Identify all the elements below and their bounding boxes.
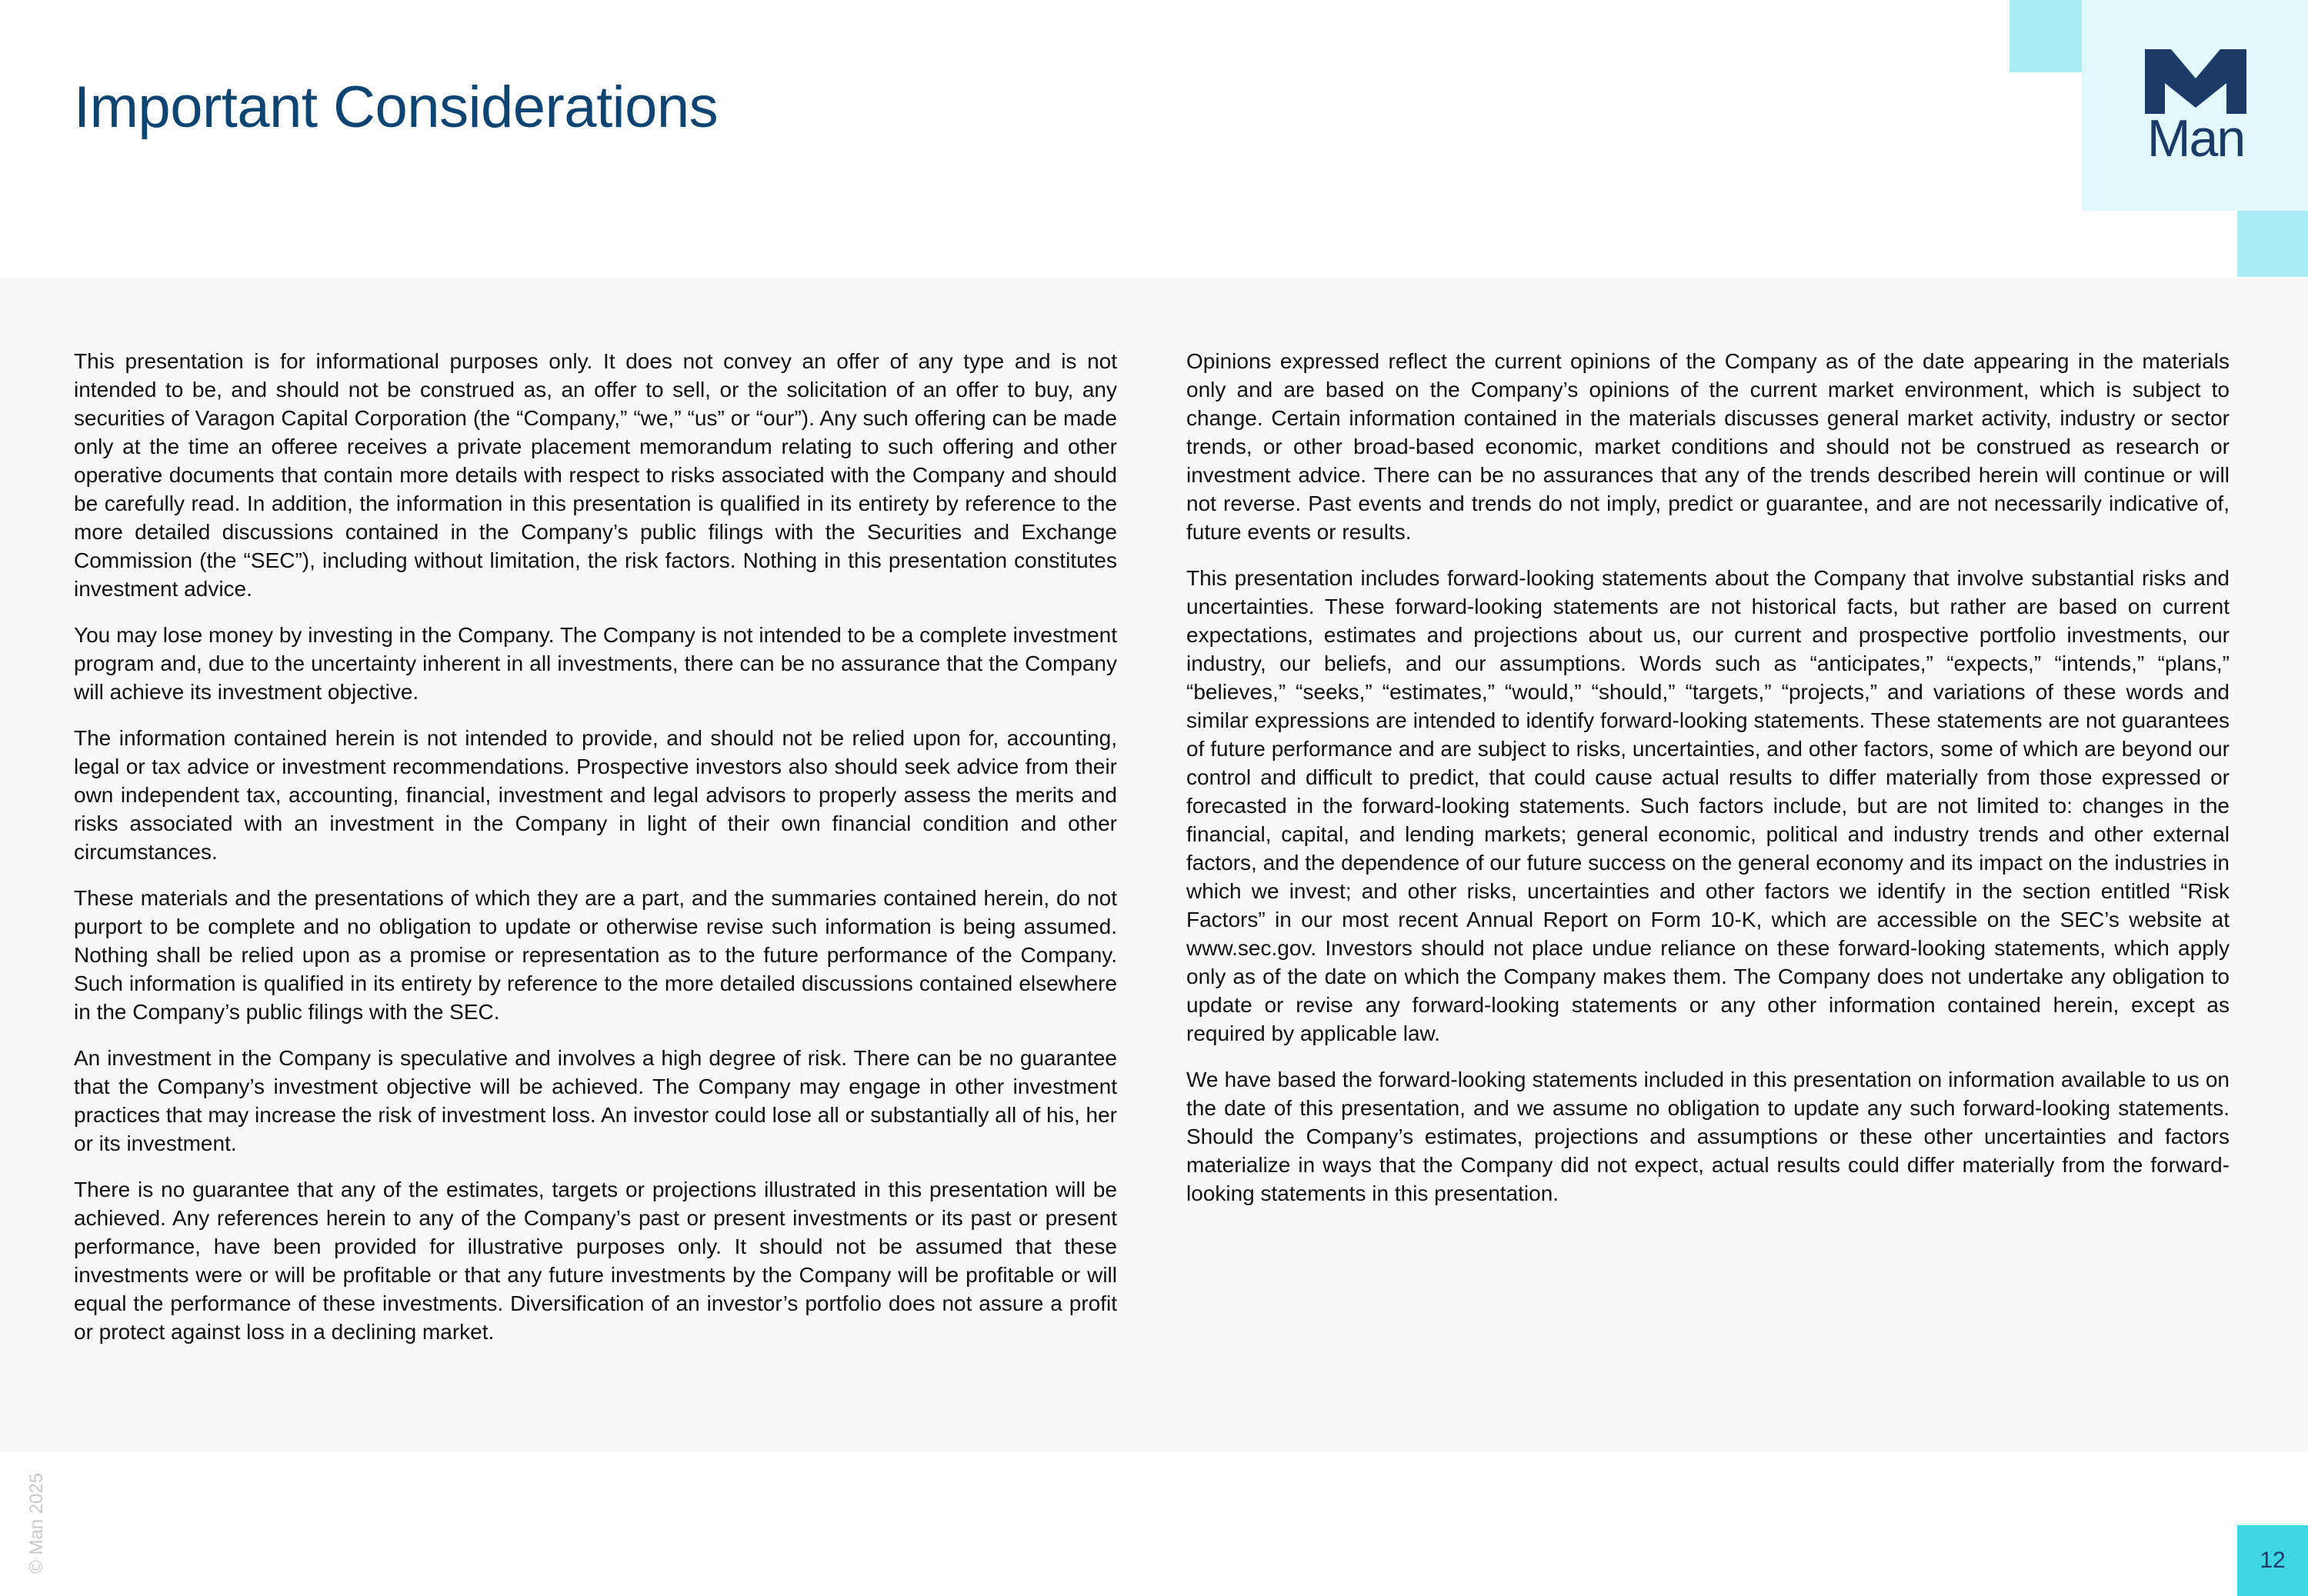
- paragraph: These materials and the presentations of which they are a part, and the summaries contained herein, do not purport to be complete and no obligation to update or otherwise revise such information is being assumed. Nothing shall be relied upon as a promise or representation as to the future performance of the Company. Such information is qualified in its entirety by reference to the more detailed discussions contained elsewhere in the Company’s public filings with the SEC.: [74, 886, 1117, 1024]
- paragraph: We have based the forward-looking statements included in this presentation on information available to us on the date of this presentation, and we assume no obligation to update any such forward-looking statements. Should the Company’s estimates, projections and assumptions or these other uncertainties and factors materialize in ways that the Company did not expect, actual results could differ materially from the forward-looking statements in this presentation.: [1186, 1068, 2230, 1205]
- left-column: [74, 347, 1117, 1364]
- paragraph: Opinions expressed reflect the current opinions of the Company as of the date appearing in the materials only and are based on the Company’s opinions of the current market environment, which is subject to change. Certain information contained in the materials discusses general market activity, industry or sector trends, or other broad-based economic, market conditions and should not be construed as research or investment advice. There can be no assurances that any of the trends described herein will continue or will not reverse. Past events and trends do not imply, predict or guarantee, and are not necessarily indicative of, future events or results.: [1186, 349, 2230, 544]
- paragraph: This presentation includes forward-looking statements about the Company that involve substantial risks and uncertainties. These forward-looking statements are not historical facts, but rather are based on current expectations, estimates and projections about us, our current and prospective portfolio investments, our industry, our beliefs, and our assumptions. Words such as “anticipates,” “expects,” “intends,” “plans,” “believes,” “seeks,” “estimates,” “would,” “should,” “targets,” “projects,” and variations of these words and similar expressions are intended to identify forward-looking statements. These statements are not guarantees of future performance and are subject to risks, uncertainties, and other factors, some of which are beyond our control and difficult to predict, that could cause actual results to differ materially from those expressed or forecasted in the forward-looking statements. Such factors include, but are not limited to: changes in the financial, capital, and lending markets; general economic, political and industry trends and other external factors, and the dependence of our future success on the general economy and its impact on the industries in which we invest; and other risks, uncertainties and other factors we identify in the section entitled “Risk Factors” in our most recent Annual Report on Form 10-K, which are accessible on the SEC’s website at www.sec.gov. Investors should not place undue reliance on these forward-looking statements, which apply only as of the date on which the Company makes them. The Company does not undertake any obligation to update or revise any forward-looking statements or any other information contained herein, except as required by applicable law.: [1186, 566, 2230, 1045]
- paragraph: This presentation is for informational purposes only. It does not convey an offer of any type and is not intended to be, and should not be construed as, an offer to sell, or the solicitation of an offer to buy, any securities of Varagon Capital Corporation (the “Company,” “we,” “us” or “our”). Any such offering can be made only at the time an offeree receives a private placement memorandum relating to such offering and other operative documents that contain more details with respect to risks associated with the Company and should be carefully read. In addition, the information in this presentation is qualified in its entirety by reference to the more detailed discussions contained in the Company’s public filings with the Securities and Exchange Commission (the “SEC”), including without limitation, the risk factors. Nothing in this presentation constitutes investment advice.: [74, 349, 1117, 601]
- logo-wordmark: Man: [2146, 109, 2245, 168]
- copyright-notice: © Man 2025: [26, 1472, 47, 1574]
- paragraph: There is no guarantee that any of the estimates, targets or projections illustrated in this presentation will be achieved. Any references herein to any of the Company’s past or present investments or its past or present performance, have been provided for illustrative purposes only. It should not be assumed that these investments were or will be profitable or that any future investments by the Company will be profitable or will equal the performance of these investments. Diversification of an investor’s portfolio does not assure a profit or protect against loss in a declining market.: [74, 1178, 1117, 1344]
- paragraph: An investment in the Company is speculative and involves a high degree of risk. There can be no guarantee that the Company’s investment objective will be achieved. The Company may engage in other investment practices that may increase the risk of investment loss. An investor could lose all or substantially all of his, her or its investment.: [74, 1046, 1117, 1155]
- man-logo: [2145, 49, 2246, 168]
- paragraph: You may lose money by investing in the Company. The Company is not intended to be a complete investment program and, due to the uncertainty inherent in all investments, there can be no assurance that the Company will achieve its investment objective.: [74, 623, 1117, 704]
- paragraph: The information contained herein is not intended to provide, and should not be relied upon for, accounting, legal or tax advice or investment recommendations. Prospective investors also should seek advice from their own independent tax, accounting, financial, investment and legal advisors to properly assess the merits and risks associated with an investment in the Company in light of their own financial condition and other circumstances.: [74, 726, 1117, 864]
- accent-square-edge: [2237, 211, 2308, 277]
- content-panel: [0, 278, 2308, 1452]
- page-number: 12: [2237, 1525, 2308, 1596]
- right-column: [1186, 347, 2230, 1225]
- accent-square-small: [2009, 0, 2082, 72]
- m-monogram-icon: [2145, 49, 2246, 114]
- page-title: Important Considerations: [74, 75, 719, 140]
